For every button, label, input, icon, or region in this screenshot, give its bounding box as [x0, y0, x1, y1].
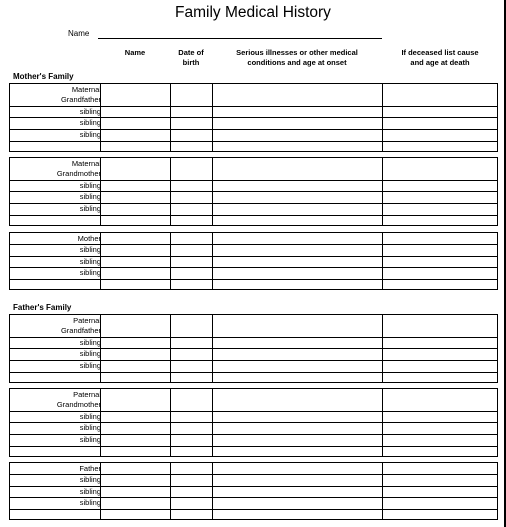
- row-label-sibling: sibling: [79, 338, 101, 347]
- row-label-head-line1: Maternal: [71, 159, 101, 168]
- column-header-name: [100, 48, 170, 58]
- table-block-paternal-grandfather: [9, 314, 498, 383]
- row-label-head: [78, 234, 101, 244]
- page-title: Family Medical History: [175, 4, 331, 21]
- table-row[interactable]: [10, 446, 497, 457]
- column-divider: [382, 463, 383, 519]
- table-block-maternal-grandmother: [9, 157, 498, 226]
- row-label-head: [79, 464, 101, 474]
- column-divider: [170, 389, 171, 456]
- row-label-sibling: sibling: [79, 192, 101, 201]
- row-label-head: [57, 159, 101, 179]
- row-label-sibling: sibling: [79, 487, 101, 496]
- row-label-sibling: sibling: [79, 475, 101, 484]
- name-label: Name: [68, 29, 90, 38]
- column-divider: [170, 158, 171, 225]
- row-label-sibling: sibling: [79, 107, 101, 116]
- name-field-line[interactable]: [98, 38, 382, 39]
- table-block-maternal-grandfather: [9, 83, 498, 152]
- section-label-fathers-family: Father's Family: [13, 303, 72, 312]
- row-label-sibling: sibling: [79, 435, 101, 444]
- row-label-sibling: sibling: [79, 268, 101, 277]
- row-label-sibling: sibling: [79, 349, 101, 358]
- column-header-dob-line2: birth: [182, 58, 200, 67]
- row-label-sibling: sibling: [79, 181, 101, 190]
- column-divider: [382, 233, 383, 289]
- column-header-dob-line1: Date of: [178, 48, 204, 57]
- row-label-sibling: sibling: [79, 130, 101, 139]
- column-header-name-text: Name: [124, 48, 146, 57]
- row-label-head-line1: Paternal: [73, 390, 101, 399]
- row-label-head: [61, 316, 101, 336]
- row-label-head-line2: Grandmother: [56, 400, 101, 409]
- row-label-sibling: sibling: [79, 257, 101, 266]
- column-divider: [212, 389, 213, 456]
- table-row[interactable]: [10, 215, 497, 226]
- column-divider: [382, 315, 383, 382]
- column-divider: [212, 84, 213, 151]
- row-label-sibling: sibling: [79, 498, 101, 507]
- column-header-conditions: [212, 48, 382, 68]
- table-row[interactable]: [10, 509, 497, 520]
- column-divider: [212, 158, 213, 225]
- column-divider: [382, 389, 383, 456]
- table-block-mother: [9, 232, 498, 290]
- row-label-head-line1: Maternal: [71, 85, 101, 94]
- column-header-conditions-line1: Serious illnesses or other medical: [236, 48, 358, 57]
- column-divider: [170, 463, 171, 519]
- row-label-head-line1: Paternal: [73, 316, 101, 325]
- column-header-deceased: [382, 48, 498, 68]
- row-label-sibling: sibling: [79, 118, 101, 127]
- column-divider: [170, 233, 171, 289]
- row-label-sibling: sibling: [79, 204, 101, 213]
- column-divider: [212, 463, 213, 519]
- row-label-sibling: sibling: [79, 412, 101, 421]
- row-label-head-line2: Grandmother: [56, 169, 101, 178]
- row-label-head: [57, 390, 101, 410]
- column-header-deceased-line2: and age at death: [410, 58, 470, 67]
- table-block-paternal-grandmother: [9, 388, 498, 457]
- row-label-sibling: sibling: [79, 423, 101, 432]
- column-divider: [212, 315, 213, 382]
- row-label-head-line2: Grandfather: [60, 326, 101, 335]
- column-divider: [382, 158, 383, 225]
- column-divider: [170, 84, 171, 151]
- row-label-head-line2: Grandfather: [60, 95, 101, 104]
- table-row[interactable]: [10, 279, 497, 290]
- column-divider: [212, 233, 213, 289]
- column-divider: [170, 315, 171, 382]
- row-label-head-line1: Father: [79, 464, 101, 473]
- column-header-deceased-line1: If deceased list cause: [401, 48, 479, 57]
- column-header-conditions-line2: conditions and age at onset: [247, 58, 347, 67]
- row-label-sibling: sibling: [79, 245, 101, 254]
- table-block-father: [9, 462, 498, 520]
- row-label-head-line1: Mother: [77, 234, 101, 243]
- column-divider: [382, 84, 383, 151]
- table-row[interactable]: [10, 141, 497, 152]
- table-row[interactable]: [10, 372, 497, 383]
- column-header-date-of-birth: [170, 48, 212, 68]
- row-label-sibling: sibling: [79, 361, 101, 370]
- section-label-mothers-family: Mother's Family: [13, 72, 74, 81]
- row-label-head: [61, 85, 101, 105]
